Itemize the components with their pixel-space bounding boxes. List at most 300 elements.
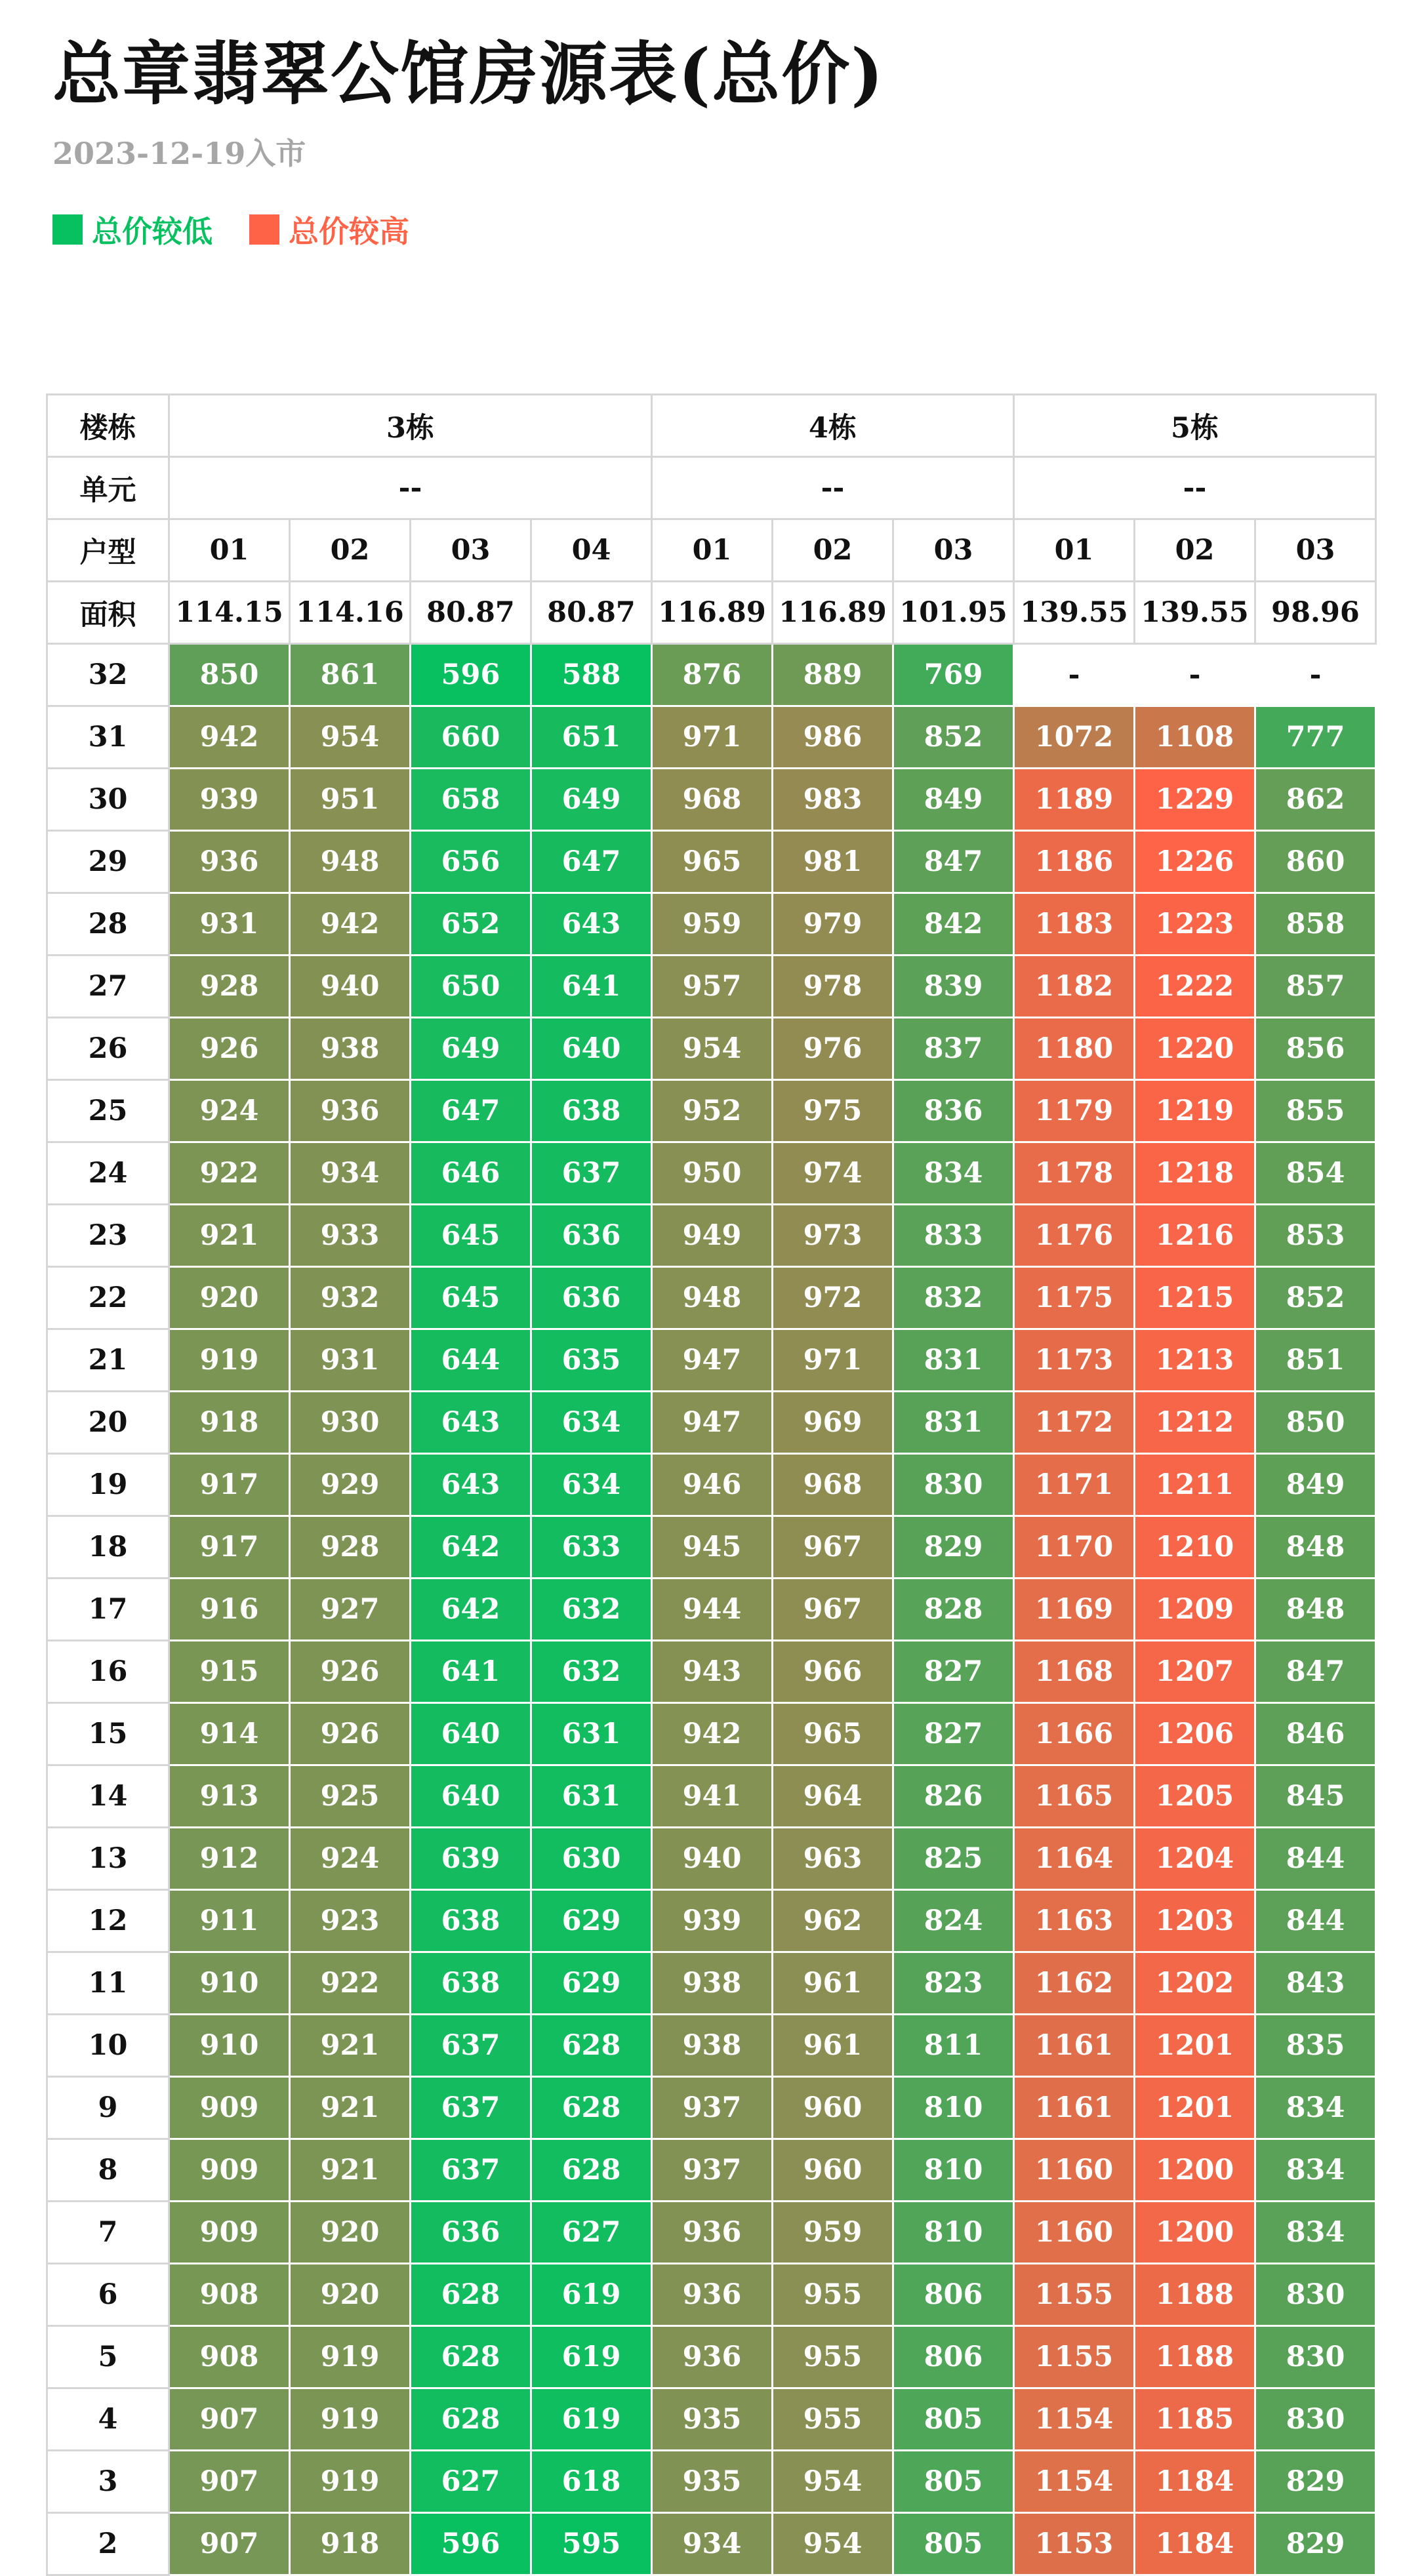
building-row-label: 楼栋 [47, 395, 169, 457]
price-cell: 846 [1255, 1703, 1376, 1765]
price-cell: 839 [893, 956, 1014, 1018]
table-row [47, 769, 1376, 831]
price-cell: 979 [773, 893, 893, 956]
price-cell: 968 [773, 1454, 893, 1516]
table-row [47, 2388, 1376, 2451]
price-cell: 830 [1255, 2264, 1376, 2326]
price-cell: 777 [1255, 706, 1376, 769]
price-cell: 843 [1255, 1952, 1376, 2015]
price-cell: 619 [531, 2264, 652, 2326]
area-row-label: 面积 [47, 582, 169, 644]
table-row [47, 956, 1376, 1018]
price-cell: 919 [290, 2388, 411, 2451]
price-cell: 631 [531, 1765, 652, 1828]
price-cell: 827 [893, 1641, 1014, 1703]
price-cell: 1220 [1135, 1018, 1255, 1080]
price-cell: 596 [411, 2513, 531, 2575]
price-cell: 1184 [1135, 2451, 1255, 2513]
price-cell: 1182 [1014, 956, 1135, 1018]
price-cell: 981 [773, 831, 893, 893]
price-cell: 962 [773, 1890, 893, 1952]
price-cell: 921 [290, 2077, 411, 2139]
price-cell: 834 [893, 1142, 1014, 1205]
price-cell: 834 [1255, 2077, 1376, 2139]
price-cell: 940 [290, 956, 411, 1018]
price-cell: 649 [411, 1018, 531, 1080]
price-cell: 909 [169, 2077, 290, 2139]
price-cell: 961 [773, 1952, 893, 2015]
price-cell: 936 [652, 2202, 773, 2264]
price-cell: 1173 [1014, 1329, 1135, 1392]
unit-type: 03 [893, 519, 1014, 582]
price-cell: 938 [652, 1952, 773, 2015]
price-cell: 955 [773, 2326, 893, 2388]
price-cell: 805 [893, 2388, 1014, 2451]
price-cell: 938 [652, 2015, 773, 2077]
unit-type: 01 [1014, 519, 1135, 582]
price-cell: 844 [1255, 1890, 1376, 1952]
price-cell: 628 [531, 2077, 652, 2139]
price-cell: 935 [652, 2388, 773, 2451]
price-cell: 658 [411, 769, 531, 831]
table-row [47, 1018, 1376, 1080]
price-cell: 1165 [1014, 1765, 1135, 1828]
price-cell: 939 [169, 769, 290, 831]
table-row [47, 2264, 1376, 2326]
price-cell: 957 [652, 956, 773, 1018]
price-cell: 909 [169, 2202, 290, 2264]
price-cell: 1218 [1135, 1142, 1255, 1205]
price-cell: 954 [773, 2451, 893, 2513]
floor-number: 29 [47, 831, 169, 893]
empty-price-cell: - [1014, 644, 1135, 706]
price-cell: 632 [531, 1579, 652, 1641]
building-header-row [47, 395, 1376, 457]
price-cell: 966 [773, 1641, 893, 1703]
unit-type: 02 [290, 519, 411, 582]
price-cell: 832 [893, 1267, 1014, 1329]
unit-area: 139.55 [1135, 582, 1255, 644]
price-cell: 633 [531, 1516, 652, 1579]
floor-number: 6 [47, 2264, 169, 2326]
price-cell: 931 [290, 1329, 411, 1392]
price-cell: 940 [652, 1828, 773, 1890]
price-cell: 636 [531, 1267, 652, 1329]
price-cell: 1206 [1135, 1703, 1255, 1765]
price-cell: 942 [169, 706, 290, 769]
price-cell: 936 [652, 2264, 773, 2326]
price-cell: 769 [893, 644, 1014, 706]
price-cell: 1161 [1014, 2077, 1135, 2139]
price-cell: 631 [531, 1703, 652, 1765]
table-row [47, 2015, 1376, 2077]
price-cell: 829 [1255, 2513, 1376, 2575]
price-cell: 944 [652, 1579, 773, 1641]
price-cell: 827 [893, 1703, 1014, 1765]
price-cell: 928 [290, 1516, 411, 1579]
price-cell: 851 [1255, 1329, 1376, 1392]
floor-number: 25 [47, 1080, 169, 1142]
price-cell: 971 [652, 706, 773, 769]
price-cell: 643 [411, 1454, 531, 1516]
table-row [47, 1329, 1376, 1392]
floor-number: 27 [47, 956, 169, 1018]
table-row [47, 1205, 1376, 1267]
table-row [47, 1765, 1376, 1828]
table-row [47, 893, 1376, 956]
price-cell: 1180 [1014, 1018, 1135, 1080]
price-cell: 929 [290, 1454, 411, 1516]
price-cell: 915 [169, 1641, 290, 1703]
price-cell: 942 [290, 893, 411, 956]
price-cell: 1229 [1135, 769, 1255, 831]
price-cell: 649 [531, 769, 652, 831]
price-cell: 960 [773, 2139, 893, 2202]
floor-number: 8 [47, 2139, 169, 2202]
legend-high-label: 总价较高 [289, 214, 409, 249]
price-cell: 858 [1255, 893, 1376, 956]
price-cell: 1188 [1135, 2264, 1255, 2326]
price-cell: 627 [531, 2202, 652, 2264]
type-header-row [47, 519, 1376, 582]
table-row [47, 1952, 1376, 2015]
unit-value: -- [169, 457, 652, 519]
price-cell: 860 [1255, 831, 1376, 893]
price-cell: 643 [411, 1392, 531, 1454]
price-cell: 1204 [1135, 1828, 1255, 1890]
price-cell: 925 [290, 1765, 411, 1828]
price-cell: 1170 [1014, 1516, 1135, 1579]
price-cell: 830 [1255, 2388, 1376, 2451]
price-cell: 1200 [1135, 2139, 1255, 2202]
price-cell: 824 [893, 1890, 1014, 1952]
floor-number: 11 [47, 1952, 169, 2015]
table-row [47, 1579, 1376, 1641]
price-cell: 931 [169, 893, 290, 956]
unit-type: 03 [411, 519, 531, 582]
price-cell: 652 [411, 893, 531, 956]
listing-date: 2023-12-19入市 [52, 136, 306, 171]
price-cell: 920 [290, 2202, 411, 2264]
price-cell: 825 [893, 1828, 1014, 1890]
floor-number: 19 [47, 1454, 169, 1516]
table-row [47, 2202, 1376, 2264]
price-cell: 933 [290, 1205, 411, 1267]
empty-price-cell: - [1255, 644, 1376, 706]
legend-low-swatch [52, 214, 83, 245]
price-cell: 805 [893, 2513, 1014, 2575]
price-cell: 917 [169, 1454, 290, 1516]
price-cell: 948 [290, 831, 411, 893]
price-cell: 628 [411, 2264, 531, 2326]
price-cell: 954 [290, 706, 411, 769]
price-cell: 936 [652, 2326, 773, 2388]
price-cell: 836 [893, 1080, 1014, 1142]
price-cell: 627 [411, 2451, 531, 2513]
price-cell: 1205 [1135, 1765, 1255, 1828]
price-cell: 852 [893, 706, 1014, 769]
price-cell: 986 [773, 706, 893, 769]
price-cell: 949 [652, 1205, 773, 1267]
unit-value: -- [1014, 457, 1376, 519]
price-cell: 1207 [1135, 1641, 1255, 1703]
price-cell: 1153 [1014, 2513, 1135, 2575]
price-cell: 637 [411, 2077, 531, 2139]
price-cell: 810 [893, 2202, 1014, 2264]
price-cell: 922 [290, 1952, 411, 2015]
price-cell: 641 [531, 956, 652, 1018]
price-cell: 1164 [1014, 1828, 1135, 1890]
price-cell: 628 [531, 2139, 652, 2202]
price-cell: 1226 [1135, 831, 1255, 893]
floor-number: 3 [47, 2451, 169, 2513]
price-cell: 919 [169, 1329, 290, 1392]
floor-number: 24 [47, 1142, 169, 1205]
price-cell: 959 [773, 2202, 893, 2264]
unit-area: 114.15 [169, 582, 290, 644]
price-cell: 811 [893, 2015, 1014, 2077]
price-cell: 849 [1255, 1454, 1376, 1516]
price-cell: 943 [652, 1641, 773, 1703]
price-cell: 856 [1255, 1018, 1376, 1080]
price-cell: 1171 [1014, 1454, 1135, 1516]
unit-area: 101.95 [893, 582, 1014, 644]
price-cell: 917 [169, 1516, 290, 1579]
floor-number: 2 [47, 2513, 169, 2575]
price-cell: 1212 [1135, 1392, 1255, 1454]
price-cell: 1161 [1014, 2015, 1135, 2077]
price-cell: 618 [531, 2451, 652, 2513]
price-cell: 1163 [1014, 1890, 1135, 1952]
price-cell: 833 [893, 1205, 1014, 1267]
floor-number: 16 [47, 1641, 169, 1703]
legend-high-swatch [249, 214, 279, 245]
price-cell: 637 [411, 2015, 531, 2077]
unit-area: 80.87 [411, 582, 531, 644]
price-cell: 641 [411, 1641, 531, 1703]
floor-number: 32 [47, 644, 169, 706]
table-row [47, 1142, 1376, 1205]
legend-low-label: 总价较低 [92, 214, 213, 249]
price-cell: 640 [531, 1018, 652, 1080]
price-cell: 936 [290, 1080, 411, 1142]
price-cell: 852 [1255, 1267, 1376, 1329]
price-cell: 955 [773, 2264, 893, 2326]
price-cell: 847 [1255, 1641, 1376, 1703]
price-cell: 646 [411, 1142, 531, 1205]
price-cell: 835 [1255, 2015, 1376, 2077]
price-cell: 862 [1255, 769, 1376, 831]
price-cell: 924 [169, 1080, 290, 1142]
price-cell: 844 [1255, 1828, 1376, 1890]
price-cell: 914 [169, 1703, 290, 1765]
price-cell: 913 [169, 1765, 290, 1828]
price-cell: 918 [169, 1392, 290, 1454]
price-cell: 947 [652, 1392, 773, 1454]
price-cell: 1203 [1135, 1890, 1255, 1952]
price-cell: 937 [652, 2139, 773, 2202]
price-cell: 810 [893, 2139, 1014, 2202]
price-cell: 916 [169, 1579, 290, 1641]
floor-number: 13 [47, 1828, 169, 1890]
price-cell: 965 [773, 1703, 893, 1765]
price-cell: 936 [169, 831, 290, 893]
price-cell: 969 [773, 1392, 893, 1454]
price-cell: 954 [773, 2513, 893, 2575]
price-cell: 1186 [1014, 831, 1135, 893]
price-cell: 1072 [1014, 706, 1135, 769]
price-cell: 588 [531, 644, 652, 706]
legend [52, 209, 446, 251]
price-cell: 645 [411, 1267, 531, 1329]
price-cell: 954 [652, 1018, 773, 1080]
price-cell: 937 [652, 2077, 773, 2139]
price-cell: 1213 [1135, 1329, 1255, 1392]
price-cell: 934 [290, 1142, 411, 1205]
price-cell: 829 [893, 1516, 1014, 1579]
price-cell: 1184 [1135, 2513, 1255, 2575]
floor-number: 4 [47, 2388, 169, 2451]
price-cell: 922 [169, 1142, 290, 1205]
price-cell: 935 [652, 2451, 773, 2513]
price-cell: 964 [773, 1765, 893, 1828]
price-cell: 1210 [1135, 1516, 1255, 1579]
price-cell: 855 [1255, 1080, 1376, 1142]
price-cell: 978 [773, 956, 893, 1018]
price-cell: 1223 [1135, 893, 1255, 956]
price-cell: 1201 [1135, 2077, 1255, 2139]
price-cell: 834 [1255, 2139, 1376, 2202]
price-cell: 619 [531, 2326, 652, 2388]
floor-number: 21 [47, 1329, 169, 1392]
price-cell: 847 [893, 831, 1014, 893]
price-cell: 829 [1255, 2451, 1376, 2513]
price-cell: 638 [411, 1952, 531, 2015]
price-cell: 806 [893, 2264, 1014, 2326]
price-cell: 828 [893, 1579, 1014, 1641]
table-row [47, 1516, 1376, 1579]
price-cell: 975 [773, 1080, 893, 1142]
price-cell: 918 [290, 2513, 411, 2575]
price-cell: 634 [531, 1392, 652, 1454]
price-cell: 837 [893, 1018, 1014, 1080]
unit-type: 03 [1255, 519, 1376, 582]
unit-area: 116.89 [652, 582, 773, 644]
price-cell: 810 [893, 2077, 1014, 2139]
price-cell: 850 [169, 644, 290, 706]
price-cell: 910 [169, 2015, 290, 2077]
floor-number: 15 [47, 1703, 169, 1765]
price-cell: 1219 [1135, 1080, 1255, 1142]
price-cell: 967 [773, 1516, 893, 1579]
price-cell: 921 [169, 1205, 290, 1267]
price-cell: 638 [411, 1890, 531, 1952]
price-cell: 947 [652, 1329, 773, 1392]
price-cell: 926 [169, 1018, 290, 1080]
price-table [46, 393, 1377, 2576]
price-cell: 926 [290, 1703, 411, 1765]
price-cell: 629 [531, 1952, 652, 2015]
price-cell: 959 [652, 893, 773, 956]
price-cell: 660 [411, 706, 531, 769]
price-cell: 857 [1255, 956, 1376, 1018]
price-cell: 1169 [1014, 1579, 1135, 1641]
price-cell: 983 [773, 769, 893, 831]
price-cell: 1209 [1135, 1579, 1255, 1641]
table-row [47, 1703, 1376, 1765]
price-cell: 642 [411, 1579, 531, 1641]
floor-number: 17 [47, 1579, 169, 1641]
price-cell: 939 [652, 1890, 773, 1952]
price-cell: 628 [531, 2015, 652, 2077]
price-cell: 1200 [1135, 2202, 1255, 2264]
price-cell: 1201 [1135, 2015, 1255, 2077]
price-cell: 907 [169, 2513, 290, 2575]
table-row [47, 706, 1376, 769]
floor-number: 30 [47, 769, 169, 831]
price-cell: 1160 [1014, 2202, 1135, 2264]
table-row [47, 1267, 1376, 1329]
price-cell: 968 [652, 769, 773, 831]
price-cell: 628 [411, 2388, 531, 2451]
price-cell: 942 [652, 1703, 773, 1765]
price-cell: 919 [290, 2326, 411, 2388]
price-cell: 945 [652, 1516, 773, 1579]
price-cell: 806 [893, 2326, 1014, 2388]
table-row [47, 2326, 1376, 2388]
price-cell: 908 [169, 2264, 290, 2326]
type-row-label: 户型 [47, 519, 169, 582]
price-cell: 1176 [1014, 1205, 1135, 1267]
unit-type: 02 [773, 519, 893, 582]
table-row [47, 1454, 1376, 1516]
price-cell: 640 [411, 1703, 531, 1765]
price-cell: 636 [411, 2202, 531, 2264]
price-cell: 643 [531, 893, 652, 956]
price-cell: 961 [773, 2015, 893, 2077]
unit-area: 139.55 [1014, 582, 1135, 644]
price-cell: 912 [169, 1828, 290, 1890]
price-cell: 920 [169, 1267, 290, 1329]
floor-number: 10 [47, 2015, 169, 2077]
price-cell: 946 [652, 1454, 773, 1516]
price-cell: 907 [169, 2388, 290, 2451]
price-cell: 849 [893, 769, 1014, 831]
building-name: 5栋 [1014, 395, 1376, 457]
price-cell: 950 [652, 1142, 773, 1205]
unit-type: 04 [531, 519, 652, 582]
price-cell: 907 [169, 2451, 290, 2513]
area-header-row [47, 582, 1376, 644]
price-cell: 1168 [1014, 1641, 1135, 1703]
floor-number: 7 [47, 2202, 169, 2264]
price-cell: 842 [893, 893, 1014, 956]
price-cell: 1162 [1014, 1952, 1135, 2015]
table-row [47, 2139, 1376, 2202]
price-cell: 974 [773, 1142, 893, 1205]
unit-type: 02 [1135, 519, 1255, 582]
unit-area: 116.89 [773, 582, 893, 644]
price-cell: 596 [411, 644, 531, 706]
unit-row-label: 单元 [47, 457, 169, 519]
price-cell: 1154 [1014, 2388, 1135, 2451]
price-cell: 924 [290, 1828, 411, 1890]
floor-number: 12 [47, 1890, 169, 1952]
price-cell: 930 [290, 1392, 411, 1454]
price-cell: 634 [531, 1454, 652, 1516]
price-cell: 830 [1255, 2326, 1376, 2388]
price-cell: 926 [290, 1641, 411, 1703]
